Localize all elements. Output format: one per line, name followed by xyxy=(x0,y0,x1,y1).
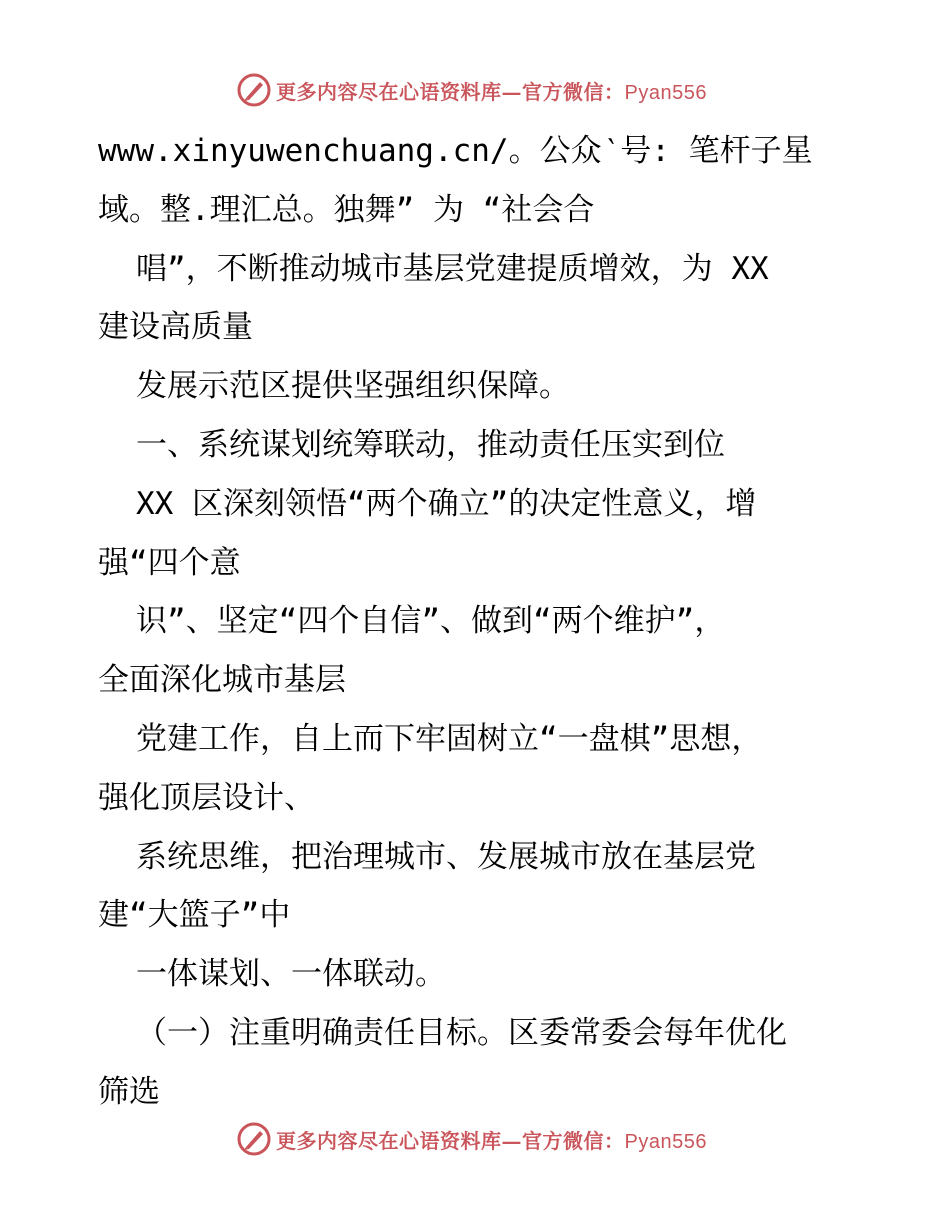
section-heading: 一、系统谋划统筹联动，推动责任压实到位 xyxy=(136,426,725,463)
text-line: 建“大篮子”中 xyxy=(98,897,291,934)
text-line: 唱”，不断推动城市基层党建提质增效，为 XX xyxy=(136,250,769,287)
text-line: XX 区深刻领悟“两个确立”的决定性意义，增 xyxy=(136,485,757,522)
text-line: 一体谋划、一体联动。 xyxy=(136,956,446,993)
text-line: 筛选 xyxy=(98,1073,160,1110)
subsection-heading: （一）注重明确责任目标。区委常委会每年优化 xyxy=(136,1014,787,1051)
watermark-text: 更多内容尽在心语资料库—官方微信：Pyan556 xyxy=(276,1128,707,1153)
text-line: 强化顶层设计、 xyxy=(98,779,315,816)
text-line: 强“四个意 xyxy=(98,544,241,581)
text-line: 识”、坚定“四个自信”、做到“两个维护”， xyxy=(136,603,726,640)
text-line: www.xinyuwenchuang.cn/。公众‵号: 笔杆子星 xyxy=(98,133,813,169)
text-line: 系统思维，把治理城市、发展城市放在基层党 xyxy=(136,838,756,875)
footer-watermark xyxy=(236,1121,707,1157)
pen-nib-logo-icon xyxy=(236,72,272,108)
text-line: 党建工作，自上而下牢固树立“一盘棋”思想， xyxy=(136,720,763,757)
pen-nib-logo-icon xyxy=(236,1121,272,1157)
watermark-text: 更多内容尽在心语资料库—官方微信：Pyan556 xyxy=(276,79,707,104)
text-line: 全面深化城市基层 xyxy=(98,662,346,699)
document-body xyxy=(98,122,878,1122)
header-watermark xyxy=(236,72,707,108)
text-line: 域。整.理汇总。独舞” 为 “社会合 xyxy=(98,191,595,228)
text-line: 发展示范区提供坚强组织保障。 xyxy=(136,368,570,405)
text-line: 建设高质量 xyxy=(98,309,253,346)
